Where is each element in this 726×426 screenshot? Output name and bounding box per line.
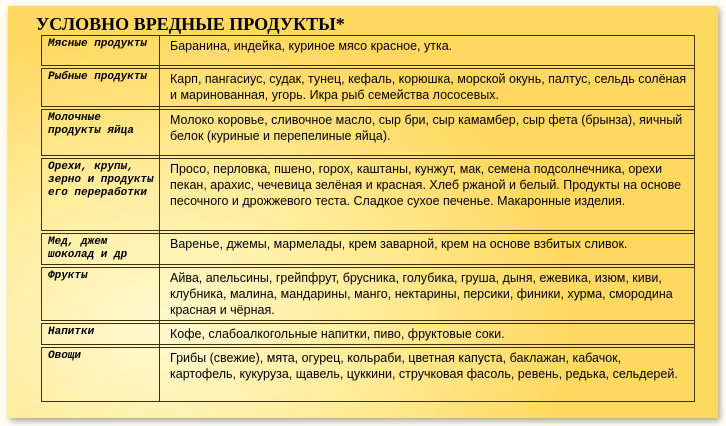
items-cell: Молоко коровье, сливочное масло, сыр бри, сыр камамбер, сыр фета (брынза), яичный белок (куриные и перепелиные яйца).	[160, 110, 695, 156]
table-row	[42, 348, 695, 402]
items-cell: Карп, пангасиус, судак, тунец, кефаль, корюшка, морской окунь, палтус, сельдь солёная и маринованная, угорь. Икра рыб семейства лососевых.	[160, 69, 695, 107]
items-cell: Айва, апельсины, грейпфрут, брусника, голубика, груша, дыня, ежевика, изюм, киви, клубника, малина, мандарины, манго, нектарины, персики, финики, хурма, смородина красная и чёрная.	[160, 268, 695, 321]
table-row	[42, 69, 695, 107]
category-cell: Напитки	[42, 324, 160, 345]
category-cell: Молочные продукты яйца	[42, 110, 160, 156]
table-row	[42, 234, 695, 265]
items-cell: Баранина, индейка, куриное мясо красное, утка.	[160, 36, 695, 66]
category-cell: Фрукты	[42, 268, 160, 321]
items-cell: Грибы (свежие), мята, огурец, кольраби, цветная капуста, баклажан, кабачок, картофель, кукуруза, щавель, цуккини, стручковая фасоль, ревень, редька, сельдерей.	[160, 348, 695, 402]
page-title: УСЛОВНО ВРЕДНЫЕ ПРОДУКТЫ*	[36, 14, 345, 34]
items-cell: Просо, перловка, пшено, горох, каштаны, кунжут, мак, семена подсолнечника, орехи пекан, арахис, чечевица зелёная и красная. Хлеб ржаной и белый. Продукты на основе песочного и дрожжевого теста. Сладкое сухое печенье. Макаронные изделия.	[160, 159, 695, 231]
items-cell: Варенье, джемы, мармелады, крем заварной, крем на основе взбитых сливок.	[160, 234, 695, 265]
table-row	[42, 36, 695, 66]
category-cell: Рыбные продукты	[42, 69, 160, 107]
category-cell: Мед, джем шоколад и др	[42, 234, 160, 265]
table-row	[42, 268, 695, 321]
slide	[8, 6, 718, 418]
category-cell: Мясные продукты	[42, 36, 160, 66]
table-row	[42, 324, 695, 345]
table-row	[42, 159, 695, 231]
category-cell: Орехи, крупы, зерно и продукты его переработки	[42, 159, 160, 231]
table-row	[42, 110, 695, 156]
items-cell: Кофе, слабоалкогольные напитки, пиво, фруктовые соки.	[160, 324, 695, 345]
category-cell: Овощи	[42, 348, 160, 402]
products-table	[41, 35, 695, 402]
